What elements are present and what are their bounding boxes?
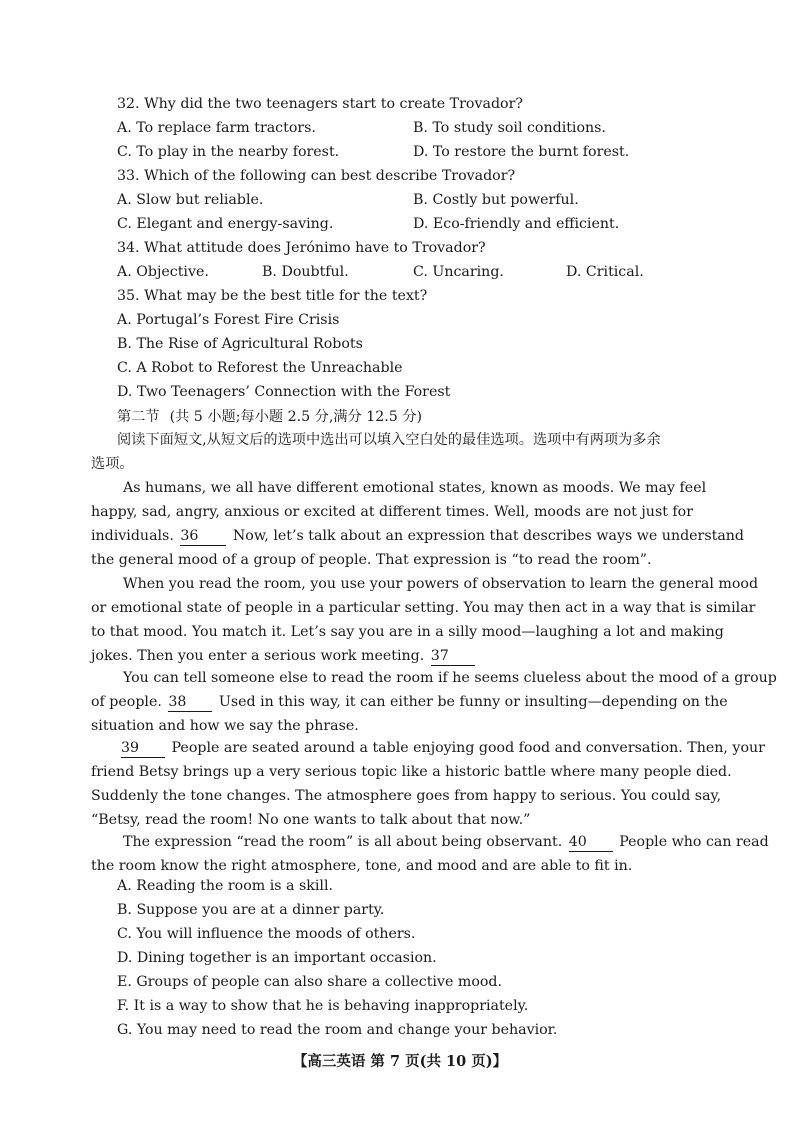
choice-e[interactable]: E. Groups of people can also share a collective mood.	[117, 974, 502, 990]
passage-line: jokes. Then you enter a serious work meeting. 37	[91, 644, 711, 668]
passage-line: You can tell someone else to read the room if he seems clueless about the mood of a group	[123, 670, 777, 686]
passage-line: situation and how we say the phrase.	[91, 718, 359, 734]
passage-line: Suddenly the tone changes. The atmosphere goes from happy to serious. You could say,	[91, 788, 722, 804]
passage-line: of people. 38 Used in this way, it can either be funny or insulting—depending on the	[91, 694, 728, 710]
question-34-stem: 34. What attitude does Jerónimo have to Trovador?	[117, 240, 486, 256]
question-33-option-b[interactable]: B. Costly but powerful.	[413, 192, 579, 208]
question-33-option-c[interactable]: C. Elegant and energy-saving.	[117, 216, 334, 232]
choice-b[interactable]: B. Suppose you are at a dinner party.	[117, 902, 385, 918]
section-subtitle: (共 5 小题;每小题 2.5 分,满分 12.5 分)	[169, 409, 423, 425]
blank-36[interactable]: 36	[180, 527, 226, 546]
section-instructions	[91, 428, 711, 476]
passage-paragraph-4	[91, 736, 765, 832]
question-35-option-a[interactable]: A. Portugal’s Forest Fire Crisis	[117, 312, 340, 328]
blank-39[interactable]: 39	[121, 739, 165, 758]
passage-line: The expression “read the room” is all about being observant. 40 People who can read	[123, 834, 769, 850]
question-35-stem: 35. What may be the best title for the text?	[117, 288, 428, 304]
choice-c[interactable]: C. You will influence the moods of others.	[117, 926, 416, 942]
passage-paragraph-1	[91, 476, 744, 572]
question-35-option-b[interactable]: B. The Rise of Agricultural Robots	[117, 336, 363, 352]
choice-f[interactable]: F. It is a way to show that he is behaving inappropriately.	[117, 998, 529, 1014]
question-34-option-d[interactable]: D. Critical.	[566, 264, 644, 280]
question-33-option-a[interactable]: A. Slow but reliable.	[117, 192, 264, 208]
question-35-option-c[interactable]: C. A Robot to Reforest the Unreachable	[117, 360, 403, 376]
choice-a[interactable]: A. Reading the room is a skill.	[117, 878, 334, 894]
instruction-line: 阅读下面短文,从短文后的选项中选出可以填入空白处的最佳选项。选项中有两项为多余	[117, 432, 661, 448]
passage-line: or emotional state of people in a particular setting. You may then act in a way that is similar	[91, 600, 756, 616]
passage-line: to that mood. You match it. Let’s say you are in a silly mood—laughing a lot and making	[91, 624, 724, 640]
passage-line: individuals. 36 Now, let’s talk about an expression that describes ways we understand	[91, 528, 744, 544]
question-34-option-a[interactable]: A. Objective.	[117, 264, 209, 280]
question-34-option-c[interactable]: C. Uncaring.	[413, 264, 504, 280]
passage-line: happy, sad, angry, anxious or excited at different times. Well, moods are not just for	[91, 504, 694, 520]
passage-line: As humans, we all have different emotional states, known as moods. We may feel	[123, 480, 707, 496]
question-32-option-d[interactable]: D. To restore the burnt forest.	[413, 144, 630, 160]
passage-paragraph-5	[91, 830, 769, 878]
question-33-stem: 33. Which of the following can best describe Trovador?	[117, 168, 516, 184]
passage-line: “Betsy, read the room! No one wants to talk about that now.”	[91, 812, 531, 828]
passage-line: the room know the right atmosphere, tone, and mood and are able to fit in.	[91, 858, 633, 874]
blank-37[interactable]: 37	[431, 647, 475, 666]
page-footer: 【高三英语 第 7 页(共 10 页)】	[292, 1053, 508, 1070]
passage-paragraph-3	[91, 666, 777, 738]
question-34-option-b[interactable]: B. Doubtful.	[262, 264, 349, 280]
blank-40[interactable]: 40	[569, 833, 613, 852]
question-32-option-a[interactable]: A. To replace farm tractors.	[117, 120, 316, 136]
question-35-option-d[interactable]: D. Two Teenagers’ Connection with the Forest	[117, 384, 451, 400]
choice-g[interactable]: G. You may need to read the room and change your behavior.	[117, 1022, 558, 1038]
passage-line: 39 People are seated around a table enjoying good food and conversation. Then, your	[121, 740, 765, 756]
passage-line: friend Betsy brings up a very serious topic like a historic battle where many people died.	[91, 764, 732, 780]
choice-d[interactable]: D. Dining together is an important occasion.	[117, 950, 437, 966]
passage-line: the general mood of a group of people. That expression is “to read the room”.	[91, 552, 652, 568]
question-32-option-b[interactable]: B. To study soil conditions.	[413, 120, 606, 136]
blank-38[interactable]: 38	[168, 693, 212, 712]
section-heading	[117, 406, 422, 426]
passage-line: When you read the room, you use your powers of observation to learn the general mood	[123, 576, 759, 592]
question-33-option-d[interactable]: D. Eco-friendly and efficient.	[413, 216, 620, 232]
question-32-option-c[interactable]: C. To play in the nearby forest.	[117, 144, 340, 160]
passage-paragraph-2	[91, 572, 759, 668]
section-title: 第二节	[117, 409, 160, 425]
question-32-stem: 32. Why did the two teenagers start to create Trovador?	[117, 96, 523, 112]
instruction-line: 选项。	[91, 456, 134, 472]
